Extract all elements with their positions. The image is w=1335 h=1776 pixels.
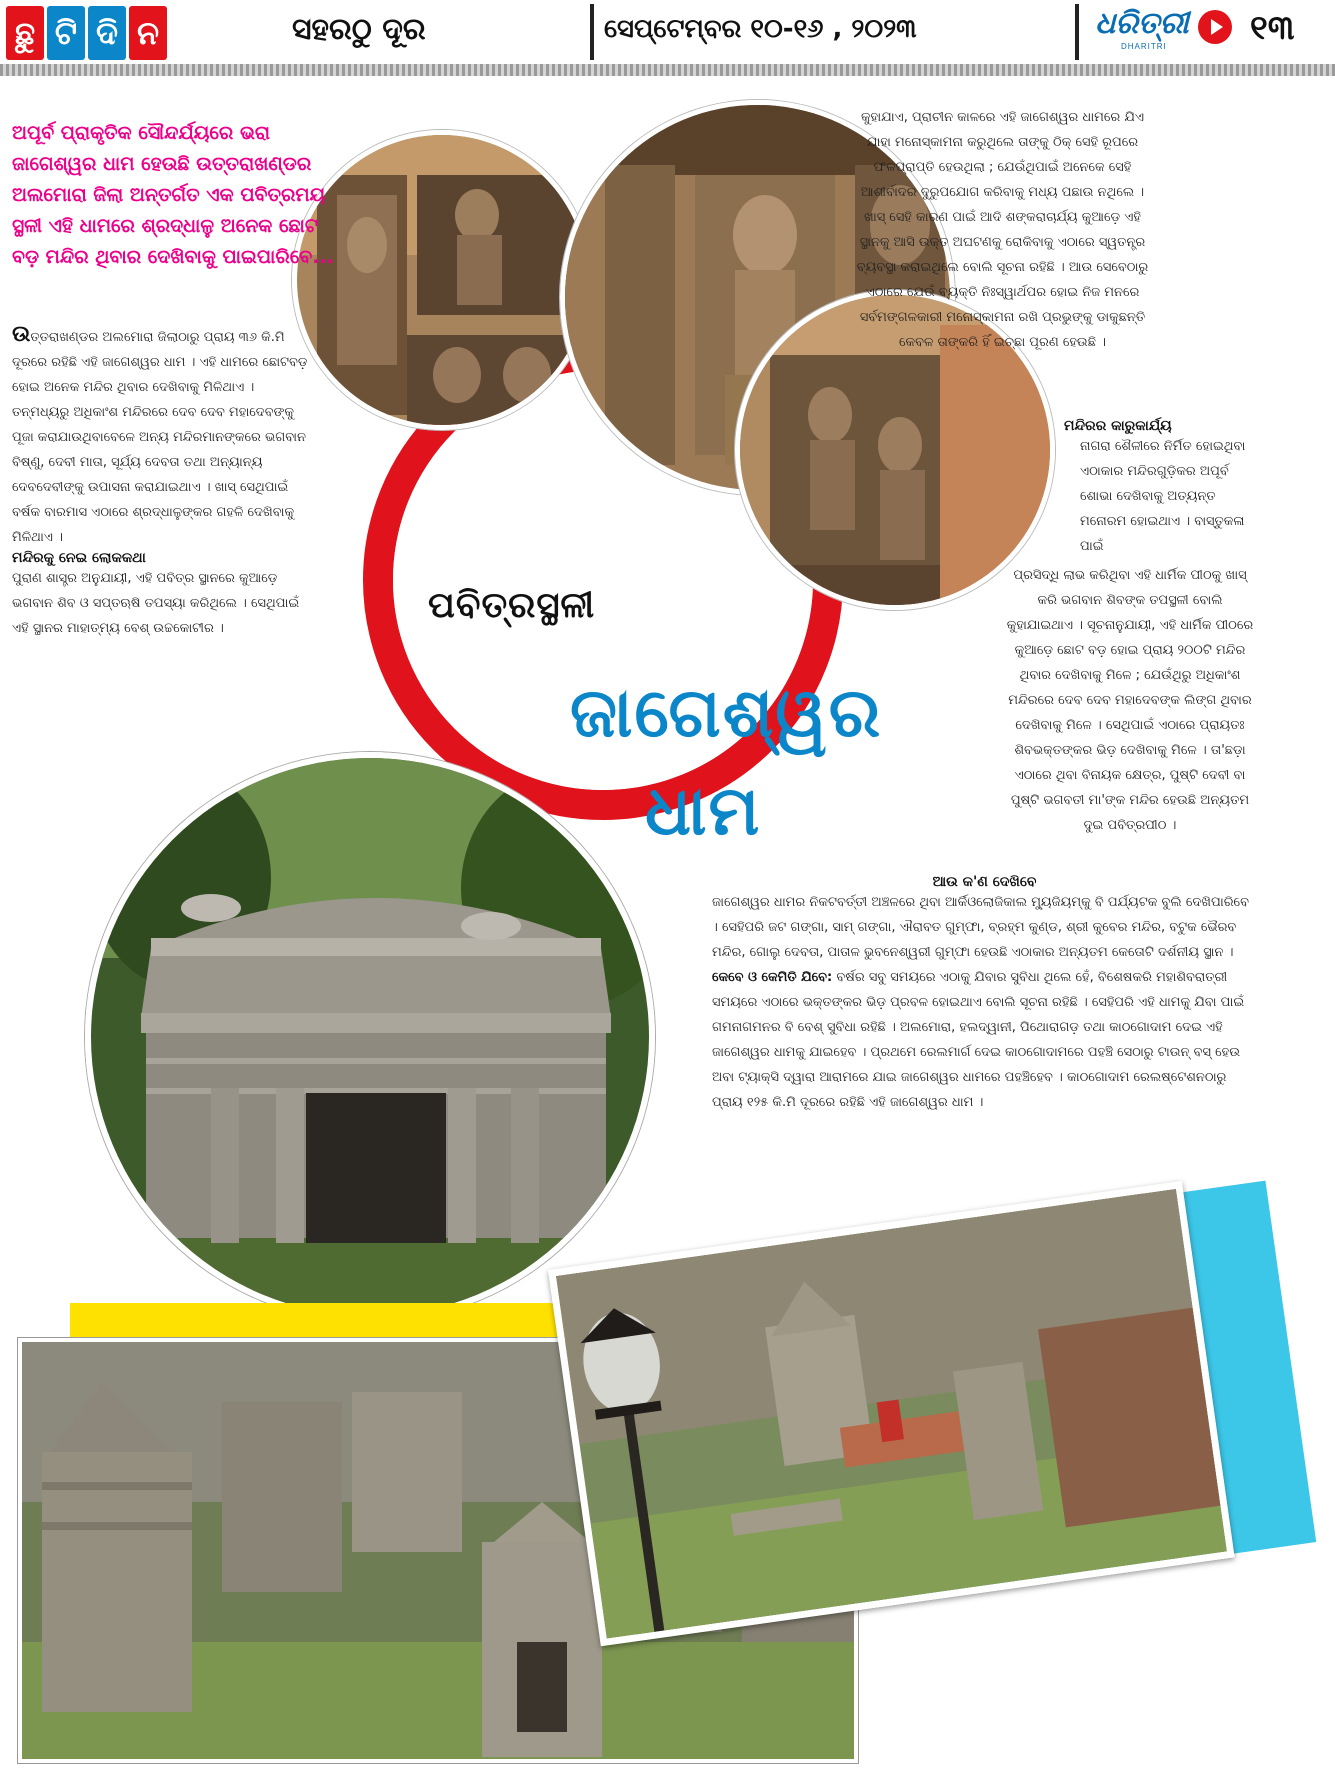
header-divider — [1075, 4, 1079, 60]
subheading: ଆଉ କ'ଣ ଦେଖିବେ — [932, 874, 1037, 890]
body-text: ବର୍ଷର ସବୁ ସମୟରେ ଏଠାକୁ ଯିବାର ସୁବିଧା ଥିଲେ ହେଁ, ବିଶେଷକରି ମହାଶିବରାତ୍ରୀ ସମୟରେ ଏଠାରେ ଭକ୍ତଙ୍କର ଭିଡ଼ ପ୍ରବଳ ହୋଇଥାଏ ବୋଲି ସୂଚନା ରହିଛି । ସେହିପରି ଏହି ଧାମକୁ ଯିବା ପାଇଁ ଗମନାଗମନର ବି ବେଶ୍ ସୁବିଧା ରହିଛି । ଅଲମୋରା, ହଲଦ୍ୱାନୀ, ପିଥୋରାଗଡ଼ ତଥା କାଠଗୋଦାମ ଦେଇ ଏହି ଜାଗେଶ୍ୱର ଧାମକୁ ଯାଇହେବ । ପ୍ରଥମେ ରେଲମାର୍ଗ ଦେଇ କାଠଗୋଦାମରେ ପହଞ୍ଚି ସେଠାରୁ ଟାଉନ୍ ବସ୍ ହେଉ ଅବା ଟ୍ୟାକ୍ସି ଦ୍ୱାରା ଆରାମରେ ଯାଇ ଜାଗେଶ୍ୱର ଧାମରେ ପହଞ୍ଚିହେବ । କାଠଗୋଦାମ ରେଲଷ୍ଟେଶନଠାରୁ ପ୍ରାୟ ୧୨୫ କି.ମି ଦୂରରେ ରହିଛି ଏହି ଜାଗେଶ୍ୱର ଧାମ । — [712, 970, 1245, 1110]
bottom-text-block — [712, 874, 1257, 1115]
body-paragraph — [712, 965, 1257, 1115]
right-column-lower — [1005, 563, 1255, 838]
body-paragraph — [12, 322, 312, 550]
article-title: ଧାମ — [645, 772, 762, 851]
left-column — [12, 322, 312, 641]
page-number: ୧୩ — [1250, 8, 1295, 48]
drop-cap: ଉ — [12, 322, 31, 347]
lamp-temple-photo — [548, 1181, 1235, 1646]
body-paragraph: ଜାଗେଶ୍ୱର ଧାମର ନିକଟବର୍ତ୍ତୀ ଅଞ୍ଚଳରେ ଥିବା ଆର୍କିଓଲୋଜିକାଲ ମ୍ୟୁଜିୟମ୍‌କୁ ବି ପର୍ଯ୍ୟଟକ ବୁଲି ଦେଖିପାରିବେ । ସେହିପରି ଜଟ ଗଙ୍ଗା, ସାମ୍ ଗଙ୍ଗା, ଐରାବତ ଗୁମ୍ଫା, ବ୍ରହ୍ମ କୁଣ୍ଡ, ଶ୍ରୀ କୁବେର ମନ୍ଦିର, ବଟୁକ ଭୈରବ ମନ୍ଦିର, ଗୋଲୁ ଦେବତା, ପାତାଳ ଭୁବନେଶ୍ୱରୀ ଗୁମ୍ଫା ହେଉଛି ଏଠାକାର ଅନ୍ୟତମ କେତୋଟି ଦର୍ଶନୀୟ ସ୍ଥାନ । — [712, 895, 1249, 960]
intro-paragraph: ଅପୂର୍ବ ପ୍ରାକୃତିକ ସୌନ୍ଦର୍ଯ୍ୟରେ ଭରା ଜାଗେଶ୍ୱର ଧାମ ହେଉଛି ଉତ୍ତରାଖଣ୍ଡର ଅଲମୋରା ଜିଲା ଅନ୍ତର୍ଗତ ଏକ ପବିତ୍ରମୟ ସ୍ଥଳୀ ଏହି ଧାମରେ ଶ୍ରଦ୍ଧାଳୁ ଅନେକ ଛୋଟ ବଡ଼ ମନ୍ଦିର ଥିବାର ଦେଖିବାକୁ ପାଇପାରିବେ... — [12, 122, 334, 268]
body-paragraph: ପୁରାଣ ଶାସ୍ତ୍ର ଅନୁଯାୟୀ, ଏହି ପବିତ୍ର ସ୍ଥାନରେ କୁଆଡ଼େ ଭଗବାନ ଶିବ ଓ ସପ୍ତଋଷି ତପସ୍ୟା କରିଥିଲେ । ସେଥିପାଇଁ ଏହି ସ୍ଥାନର ମାହାତ୍ମ୍ୟ ବେଶ୍ ଉଚ୍ଚକୋଟୀର । — [12, 571, 300, 636]
logo-subtext: DHARITRI — [1121, 42, 1167, 51]
section-tile: ଦି — [88, 6, 126, 60]
body-paragraph: ପ୍ରସିଦ୍ଧି ଲାଭ କରିଥିବା ଏହି ଧାର୍ମିକ ପୀଠକୁ ଖାସ୍ କରି ଭଗବାନ ଶିବଙ୍କ ତପସ୍ଥଳୀ ବୋଲି କୁହାଯାଇଥାଏ । ସୂଚନାନୁଯାୟୀ, ଏହି ଧାର୍ମିକ ପୀଠରେ କୁଆଡ଼େ ଛୋଟ ବଡ଼ ହୋଇ ପ୍ରାୟ ୨୦୦ଟି ମନ୍ଦିର ଥିବାର ଦେଖିବାକୁ ମିଳେ ; ଯେଉଁଥିରୁ ଅଧିକାଂଶ ମନ୍ଦିରରେ ଦେବ ଦେବ ମହାଦେବଙ୍କ ଲିଙ୍ଗ ଥିବାର ଦେଖିବାକୁ ମିଳେ । ସେଥିପାଇଁ ଏଠାରେ ପ୍ରାୟତଃ ଶିବଭକ୍ତଙ୍କର ଭିଡ଼ ଦେଖିବାକୁ ମିଳେ । ତା'ଛଡ଼ା ଏଠାରେ ଥିବା ବିନାୟକ କ୍ଷେତ୍ର, ପୁଷ୍ଟି ଦେବୀ ବା ପୁଷ୍ଟି ଭଗବତୀ ମା'ଙ୍କ ମନ୍ଦିର ହେଉଛି ଅନ୍ୟତମ ଦୁଇ ପବିତ୍ରପୀଠ । — [1006, 568, 1254, 833]
article-title: ଜାଗେଶ୍ୱର — [570, 674, 883, 753]
body-text: ତ୍ତରାଖଣ୍ଡର ଅଲମୋରା ଜିଲାଠାରୁ ପ୍ରାୟ ୩୬ କି.ମି ଦୂରରେ ରହିଛି ଏହି ଜାଗେଶ୍ୱର ଧାମ । ଏହି ଧାମରେ ଛୋଟବଡ଼ ହୋଇ ଅନେକ ମନ୍ଦିର ଥିବାର ଦେଖିବାକୁ ମିଳିଥାଏ । ତନ୍ମଧ୍ୟରୁ ଅଧିକାଂଶ ମନ୍ଦିରରେ ଦେବ ଦେବ ମହାଦେବଙ୍କୁ ପୂଜା କରାଯାଉଥିବାବେଳେ ଅନ୍ୟ ମନ୍ଦିରମାନଙ୍କରେ ଭଗବାନ ବିଷ୍ଣୁ, ଦେବୀ ମାତା, ସୂର୍ଯ୍ୟ ଦେବତା ତଥା ଅନ୍ୟାନ୍ୟ ଦେବଦେବୀଙ୍କୁ ଉପାସନା କରାଯାଇଥାଏ । ଖାସ୍ ସେଥିପାଇଁ ବର୍ଷକ ବାରମାସ ଏଠାରେ ଶ୍ରଦ୍ଧାଳୁଙ୍କର ଗହଳି ଦେଖିବାକୁ ମିଳିଥାଏ । — [12, 330, 308, 545]
body-paragraph: ନାଗରା ଶୈଳୀରେ ନିର୍ମିତ ହୋଇଥିବା ଏଠାକାର ମନ୍ଦିରଗୁଡ଼ିକର ଅପୂର୍ବ ଶୋଭା ଦେଖିବାକୁ ଅତ୍ୟନ୍ତ ମନୋରମ ହୋଇଥାଏ । ବାସ୍ତୁକଳା ପାଇଁ — [1080, 439, 1246, 554]
play-icon — [1198, 10, 1232, 44]
newspaper-logo — [1095, 6, 1187, 52]
carving-photo-left — [292, 130, 592, 430]
right-column-top — [855, 105, 1150, 355]
section-tile: ଟି — [47, 6, 85, 60]
header-divider — [590, 4, 594, 60]
subheading: ମନ୍ଦିରକୁ ନେଇ ଲୋକକଥା — [12, 550, 146, 566]
section-title: ସହରଠୁ ଦୂର — [292, 12, 426, 47]
right-column-middle — [1064, 418, 1255, 559]
issue-date: ସେପ୍ଟେମ୍ବର ୧୦-୧୬ , ୨୦୨୩ — [604, 14, 917, 44]
section-logo — [6, 6, 167, 60]
inline-lead: କେବେ ଓ କେମିତି ଯିବେ: — [712, 970, 833, 985]
page-header — [0, 0, 1335, 64]
subheading: ମନ୍ଦିରର କାରୁକାର୍ଯ୍ୟ — [1064, 418, 1172, 434]
section-tile: ନ — [129, 6, 167, 60]
section-tile: ଛୁ — [6, 6, 44, 60]
body-paragraph: କୁହାଯାଏ, ପ୍ରାଚୀନ କାଳରେ ଏହି ଜାଗେଶ୍ୱର ଧାମରେ ଯିଏ ଯାହା ମନୋସ୍କାମନା କରୁଥିଲେ ତାଙ୍କୁ ଠିକ୍ ସେହି ରୂପରେ ଫଳପ୍ରାପ୍ତି ହେଉଥିଲା ; ଯେଉଁଥିପାଇଁ ଅନେକେ ସେହି ଆଶୀର୍ବାଦର ଦୁରୁପଯୋଗ କରିବାକୁ ମଧ୍ୟ ପଛାଉ ନଥିଲେ । ଖାସ୍ ସେହି କାରଣ ପାଇଁ ଆଦି ଶଙ୍କରାଚାର୍ଯ୍ୟ କୁଆଡ଼େ ଏହି ସ୍ଥାନକୁ ଆସି ଉକ୍ତ ଅଘଟଣକୁ ରୋକିବାକୁ ଏଠାରେ ସ୍ୱତନ୍ତ୍ର ବ୍ୟବସ୍ଥା କରାଇଥିଲେ ବୋଲି ସୂଚନା ରହିଛି । ଆଉ ସେବେଠାରୁ ଏଠାରେ ଯେଉଁ ବ୍ୟକ୍ତି ନିଃସ୍ୱାର୍ଥପର ହୋଇ ନିଜ ମନରେ ସର୍ବମଙ୍ଗଳକାରୀ ମନୋସ୍କାମନା ରଖି ପ୍ରଭୁଙ୍କୁ ଡାକୁଛନ୍ତି କେବଳ ତାଙ୍କରି ହିଁ ଇଚ୍ଛା ପୂରଣ ହେଉଛି । — [856, 110, 1149, 350]
logo-text: ଧରିତ୍ରୀ — [1095, 6, 1189, 41]
header-rule — [0, 64, 1335, 76]
feature-tag: ପବିତ୍ରସ୍ଥଳୀ — [428, 585, 596, 626]
temple-photo — [85, 752, 655, 1322]
